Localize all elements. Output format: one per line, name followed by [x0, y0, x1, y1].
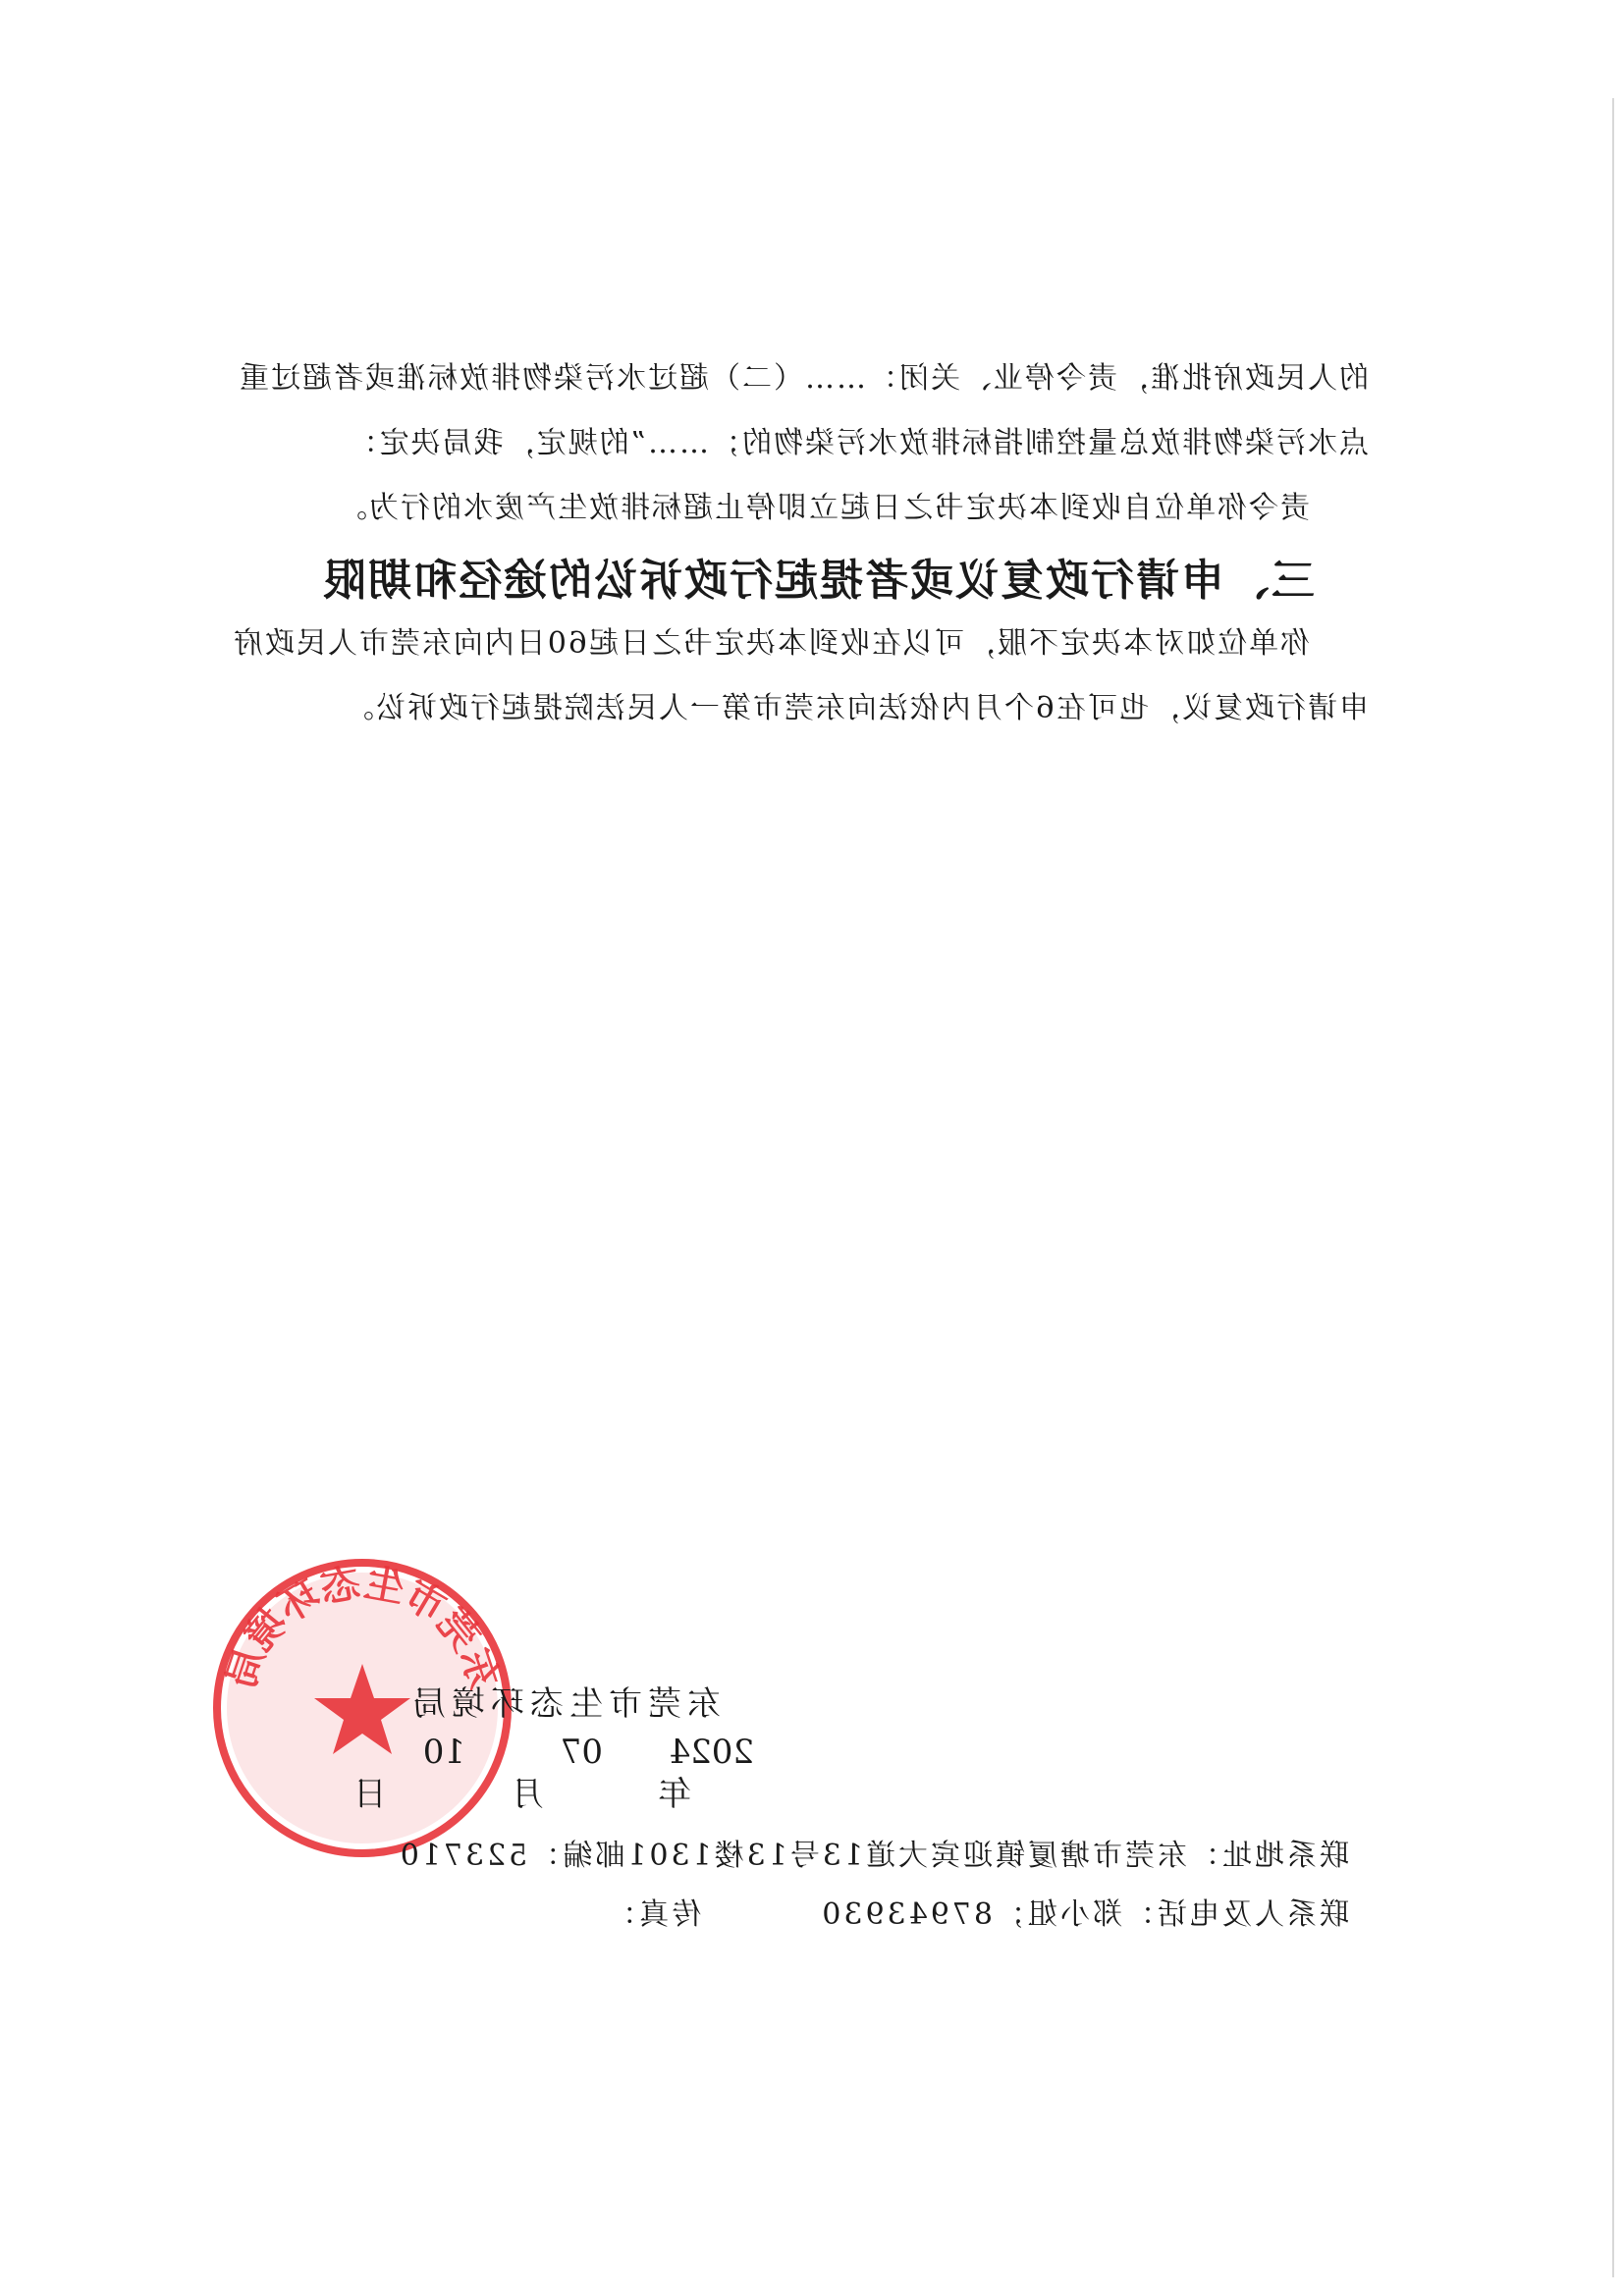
contact-phone-row	[604, 1890, 1349, 1933]
contact-person: 郑小姐；	[993, 1897, 1122, 1932]
body-line-1: 的人民政府批准，责令停业、关闭：……（二）超过水污染物排放标准或者超过重	[238, 361, 1369, 396]
seal-text: 东莞市生态环境局	[218, 1560, 507, 1694]
scan-edge-shadow	[1612, 98, 1614, 2277]
signature-organization: 东莞市生态环境局	[406, 1684, 721, 1724]
contact-address-row	[398, 1831, 1349, 1874]
signature-day: 10	[422, 1733, 465, 1772]
contact-postcode: 523710	[397, 1839, 528, 1873]
contact-phone: 87943930	[819, 1897, 993, 1932]
signature-month-label: 月	[511, 1775, 544, 1814]
remedy-line-2: 申请行政复议，也可在6个月内依法向东莞市第一人民法院提起行政诉讼。	[342, 691, 1369, 725]
body-line-2: 点水污染物排放总量控制指标排放水污染物的；……”的规定，我局决定：	[346, 426, 1369, 460]
signature-day-label: 日	[353, 1775, 387, 1814]
signature-year: 2024	[669, 1733, 754, 1772]
contact-postcode-label: 邮编：	[527, 1839, 625, 1873]
signature-year-label: 年	[658, 1775, 691, 1814]
signature-month: 07	[560, 1733, 603, 1772]
contact-fax-label: 传真：	[604, 1897, 702, 1932]
contact-address-label: 联系地址：	[1187, 1839, 1349, 1873]
contact-address: 东莞市塘厦镇迎宾大道13号13楼1301	[624, 1839, 1187, 1873]
contact-person-label: 联系人及电话：	[1122, 1897, 1349, 1932]
section-heading: 三、申请行政复议或者提起行政诉讼的途径和期限	[321, 555, 1315, 606]
body-line-3: 责令你单位自收到本决定书之日起立即停止超标排放生产废水的行为。	[336, 491, 1310, 525]
remedy-line-1: 你单位如对本决定不服，可以在收到本决定书之日起60日内向东莞市人民政府	[231, 626, 1310, 661]
